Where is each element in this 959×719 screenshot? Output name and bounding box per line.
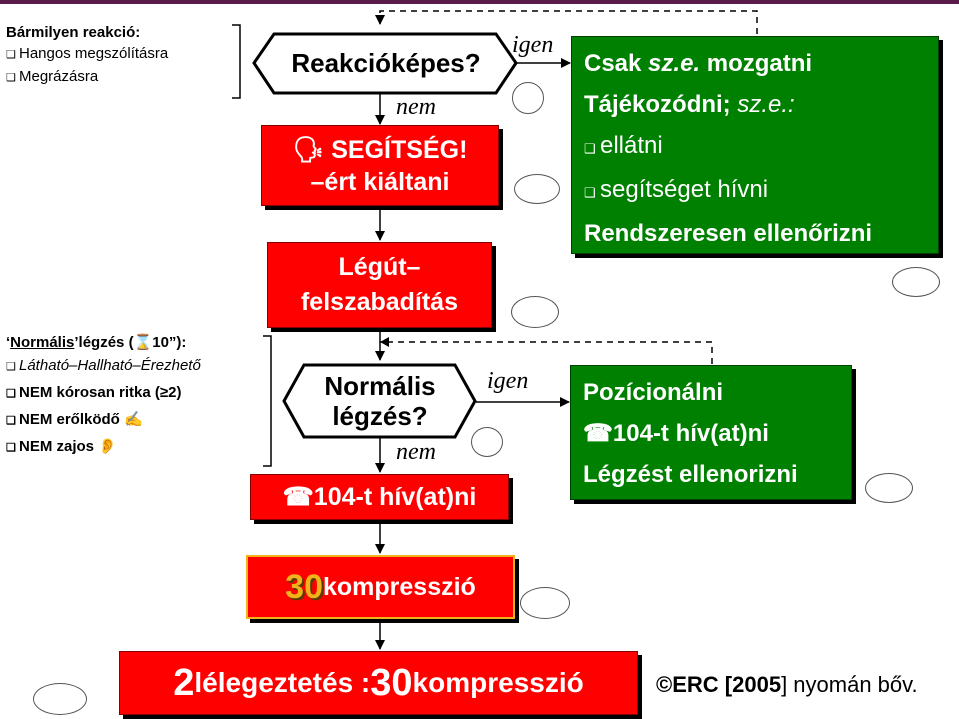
credit-line: ©ERC [2005] nyomán bőv. (656, 672, 918, 697)
dashed-loop-top (380, 11, 757, 34)
decision-breathing-label: Normális légzés? (324, 371, 436, 431)
sidebar-reaction-item: ❑ Megrázásra (6, 66, 168, 89)
compression-count: 30 (285, 567, 323, 606)
checkbox-icon: ❑ (584, 141, 596, 156)
sidebar-breathing-item: ❑ Látható–Hallható–Érezhető (6, 353, 201, 380)
sidebar-reaction-item: ❑ Hangos megszólításra (6, 43, 168, 66)
sidebar-reaction (6, 22, 168, 89)
blank-ellipse (520, 587, 570, 619)
box-airway: Légút– felszabadítás (267, 242, 492, 328)
checkbox-icon: ❑ (6, 361, 16, 373)
sidebar-breathing-title: ‘Normális’légzés (⌛10”): (6, 334, 187, 351)
box-final-ratio: 2 lélegeztetés : 30 kompresszió (119, 651, 638, 715)
edge-label-yes: igen (487, 368, 529, 394)
sidebar-breathing-item: ❑ NEM zajos 👂 (6, 434, 201, 461)
sidebar-reaction-title: Bármilyen reakció: (6, 24, 141, 41)
checkbox-icon: ❑ (6, 388, 16, 400)
edge-label-no: nem (396, 94, 436, 120)
sidebar-breathing-item: ❑ NEM erőlködő ✍ (6, 407, 201, 434)
checkbox-icon: ❑ (6, 442, 16, 454)
sidebar-breathing (6, 332, 201, 461)
box-compressions: 30 kompresszió (246, 555, 515, 619)
bracket-breathing (263, 336, 271, 466)
edge-label-yes: igen (512, 32, 554, 58)
bracket-top (232, 25, 240, 98)
checkbox-icon: ❑ (584, 185, 596, 200)
dashed-loop-2 (380, 342, 712, 364)
edge-label-no: nem (396, 439, 436, 465)
box-call-for-help: 🗣 SEGÍTSÉG! –ért kiáltani (261, 125, 499, 206)
blank-ellipse (511, 296, 559, 328)
box-breathing-actions: Pozícionálni ☎104-t hív(at)ni Légzést ellenorizni (570, 365, 852, 500)
box-call-104: ☎104-t hív(at)ni (250, 474, 509, 520)
checkbox-icon: ❑ (6, 415, 16, 427)
blank-ellipse (514, 174, 560, 204)
blank-ellipse (892, 267, 940, 297)
decision-reaction-label: Reakcióképes? (291, 48, 481, 78)
checkbox-icon: ❑ (6, 72, 16, 84)
blank-ellipse (512, 82, 544, 114)
checkbox-icon: ❑ (6, 49, 16, 61)
blank-ellipse (33, 683, 87, 715)
blank-ellipse (865, 473, 913, 503)
box-responsive-actions: Csak sz.e. mozgatni Tájékozódni; sz.e.: ❑ ellátni ❑ segítséget hívni Rendszeresen ellenőrizni (571, 36, 939, 254)
blank-ellipse (471, 427, 503, 457)
sidebar-breathing-item: ❑ NEM kórosan ritka (≥2) (6, 380, 201, 407)
